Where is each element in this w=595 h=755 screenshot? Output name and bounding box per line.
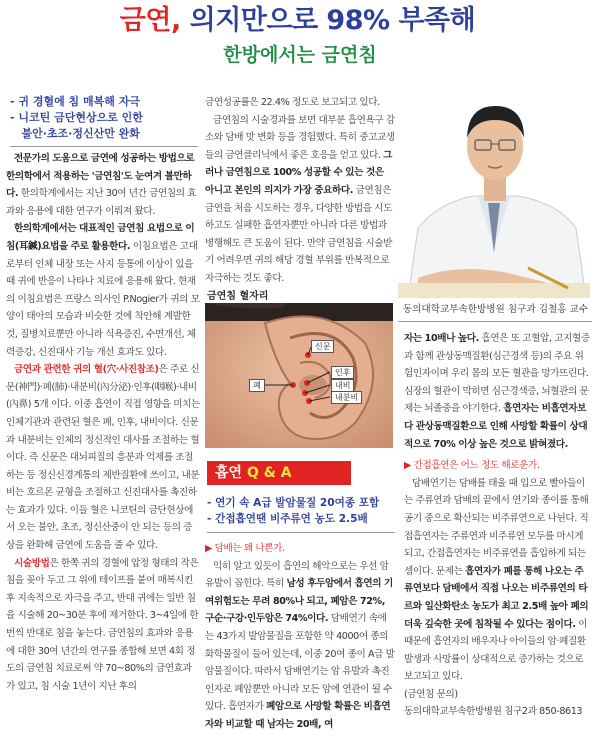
right-column — [404, 330, 592, 754]
paragraph: 자는 10배나 높다. 흡연은 또 고혈압, 고지혈증과 함께 관상동맥질환(심근경색 등)의 주요 위험인자이며 우리 몸의 모든 혈관을 망가뜨린다. 심장의 혈관이 막히면 심근경색증, 뇌혈관의 문제는 뇌졸중을 야기한다. 흡연자는 비흡연자보다 관상동맥질환으로 인해 사망할 확률이 상대적으로 70% 이상 높은 것으로 밝혀졌다. — [404, 333, 590, 450]
paragraph: 담배연기는 담배를 태울 때 입으로 빨아들이는 주류연과 담배의 끝에서 연기와 종이를 통해 공기 중으로 확산되는 비주류연으로 나뉜다. 직접흡연자는 주류연과 비주류연 모두를 마시게 되고, 간접흡연자는 비주류연을 흡입하게 되는 셈이다. 문제는 흡연자가 폐를 통해 나오는 주류연보다 담배에서 직접 나오는 비주류연의 타르와 일산화탄소 농도가 최고 2.5배 높아 폐의 더욱 깊숙한 곳에 침착될 수 있다는 점이다. 이 때문에 흡연자의 배우자나 아이들의 암·폐질환 발생과 사망률이 상대적으로 증가하는 것으로 보고되고 있다. — [404, 477, 589, 683]
paragraph: 익히 알고 있듯이 흡연의 해악으로는 우선 암 유발이 꼽힌다. 특히 남성 후두암에서 흡연의 기여위험도는 무려 80%나 되고, 폐암은 72%, 구순·구강·인두암은 74%이다. 담배연기 속에는 43가지 발암물질을 포함한 약 4000여 종의 화학물질이 들어 있는데, 이중 20여 종이 A급 발암물질이다. 따라서 담배연기는 암 유발과 촉진 인자로 폐암뿐만 아니라 모든 암에 연관이 될 수 있다. 흡연자가 폐암으로 사망할 확률은 비흡연자와 비교할 때 남자는 20배, 여 — [205, 560, 395, 730]
qa-highlight-item: - 연기 속 A급 발암물질 20여종 포함 — [207, 497, 380, 509]
inquiry-contact: 동의대학교부속한방병원 침구2과 850-8613 — [404, 706, 583, 718]
highlight-list — [10, 94, 200, 142]
middle-column-top — [205, 94, 395, 284]
paragraph: 금연과 관련한 귀의 혈(穴·사진참조)은 주로 신문(神門)·폐(肺)·내분비(內分泌)·인후(咽喉)·내비(內鼻) 5개 이다. 이중 흡연이 직접 영향을 미치는 인체기관과 관련된 혈은 폐, 인후, 내비이다. 신문과 내분비는 인체의 정신적인 대사를 조절하는 혈이다. 즉 신문은 대뇌피질의 흥분과 억제를 조절하는 등 정신신경계통의 제반질환에 쓰이고, 내분비는 호르몬 균형을 조절하고 신진대사를 촉진하는 효과가 있다. 이들 혈은 니코틴의 금단현상에서 오는 불안, 초조, 정신산중이 안 되는 등의 증상을 완화해 금연에 도움을 줄 수 있다. — [6, 364, 200, 552]
headline: 금연, 의지만으로 98% 부족해 — [119, 5, 476, 36]
ear-figure-caption: 금연침 혈자리 — [207, 291, 269, 302]
paragraph: 금연성공률은 22.4% 정도로 보고되고 있다. — [205, 97, 380, 108]
highlight-divider — [10, 146, 198, 147]
highlight-item: 불안·초조·정신산만 완화 — [10, 127, 140, 140]
ear-label-lung: 폐 — [249, 379, 265, 392]
paragraph: 시술방법은 한쪽 귀의 경혈에 압정 형태의 작은 침을 꽂아 두고 그 위에 테이프를 붙여 매복시킨 후 지속적으로 자극을 주고, 반대 귀에는 일반 침을 시술해 20~30분 후에 제거한다. 3~4일에 한 번씩 반대로 침을 놓는다. 금연침의 효과와 응용에 대한 30여 년간의 연구를 종합해 보면 4회 정도의 금연침 치료로써 약 70~80%의 금연효과가 있고, 침 시술 1년이 지난 후의 — [6, 557, 199, 692]
left-column — [6, 150, 200, 752]
qa-divider — [207, 532, 395, 533]
highlight-item: - 니코틴 금단현상으로 인한 — [10, 111, 143, 124]
middle-column-bottom — [205, 540, 395, 754]
doctor-illustration — [398, 78, 590, 298]
qa-highlight-item: - 간접흡연땐 비주류연 농도 2.5배 — [207, 513, 368, 525]
highlight-item: - 귀 경혈에 침 매복해 자극 — [10, 95, 140, 108]
doctor-photo — [398, 78, 590, 298]
paragraph: 전문가의 도움으로 금연에 성공하는 방법으로 한의학에서 적용하는 '금연침'도 눈여겨 볼만하다. 한의학계에서는 지난 30여 년간 금연침의 효과와 응용에 대한 연구가 이뤄져 왔다. — [6, 153, 197, 217]
question-heading: ▶ 담배는 왜 나쁜가. — [205, 543, 285, 554]
ear-acupoint-image — [205, 303, 393, 448]
ear-label-naebunbi: 내분비 — [331, 391, 362, 404]
ear-label-sinmun: 신문 — [311, 340, 334, 353]
qa-title-badge: 흡연 Q & A — [207, 461, 351, 485]
photo-caption: 동의대학교부속한방병원 침구과 김철홍 교수 — [402, 304, 589, 315]
qa-highlight-list — [207, 495, 397, 527]
inquiry-label: (금연침 문의) — [404, 688, 458, 700]
paragraph: 금연침의 시술경과를 보면 대부분 흡연욕구 감소와 담배 맛 변화 등을 경험했다. 특히 중고교생들의 금연클리닉에서 좋은 호응을 얻고 있다. 그러나 금연침으로 100% 성공할 수 있는 것은 아니고 본인의 의지가 가장 중요하다. 금연침은 금연을 처음 시도하는 경우, 다양한 방법을 시도하고도 실패한 흡연자뿐만 아니라 다른 방법과 병행해도 큰 도움이 된다. 만약 금연침을 시술받기 어려우면 귀의 해당 경혈 부위를 반복적으로 자극하는 것도 좋다. — [205, 114, 395, 284]
caption-divider — [398, 321, 592, 322]
question-heading: ▶ 간접흡연은 어느 정도 해로운가. — [404, 460, 540, 472]
subheadline: 한방에서는 금연침 — [223, 44, 377, 66]
ear-label-naebi: 내비 — [331, 379, 354, 392]
paragraph: 한의학계에서는 대표적인 금연침 요법으로 이침(耳鍼)요법을 주로 활용한다. 이침요법은 고대로부터 인체 내장 또는 사지 등통에 이상이 있을 때 귀에 반응이 나타나 치료에 응용해 왔다. 현재의 이침요법은 프랑스 의사인 P.Nogier가 귀의 모양이 태아의 모습과 비슷한 것에 착안해 계발한 것, 질병치료뿐만 아니라 식욕증진, 수면개선, 체력증강, 신진대사 기능 개선 효과도 있다. — [6, 223, 200, 358]
ear-illustration — [205, 303, 393, 448]
ear-label-inhu: 인후 — [331, 366, 354, 379]
